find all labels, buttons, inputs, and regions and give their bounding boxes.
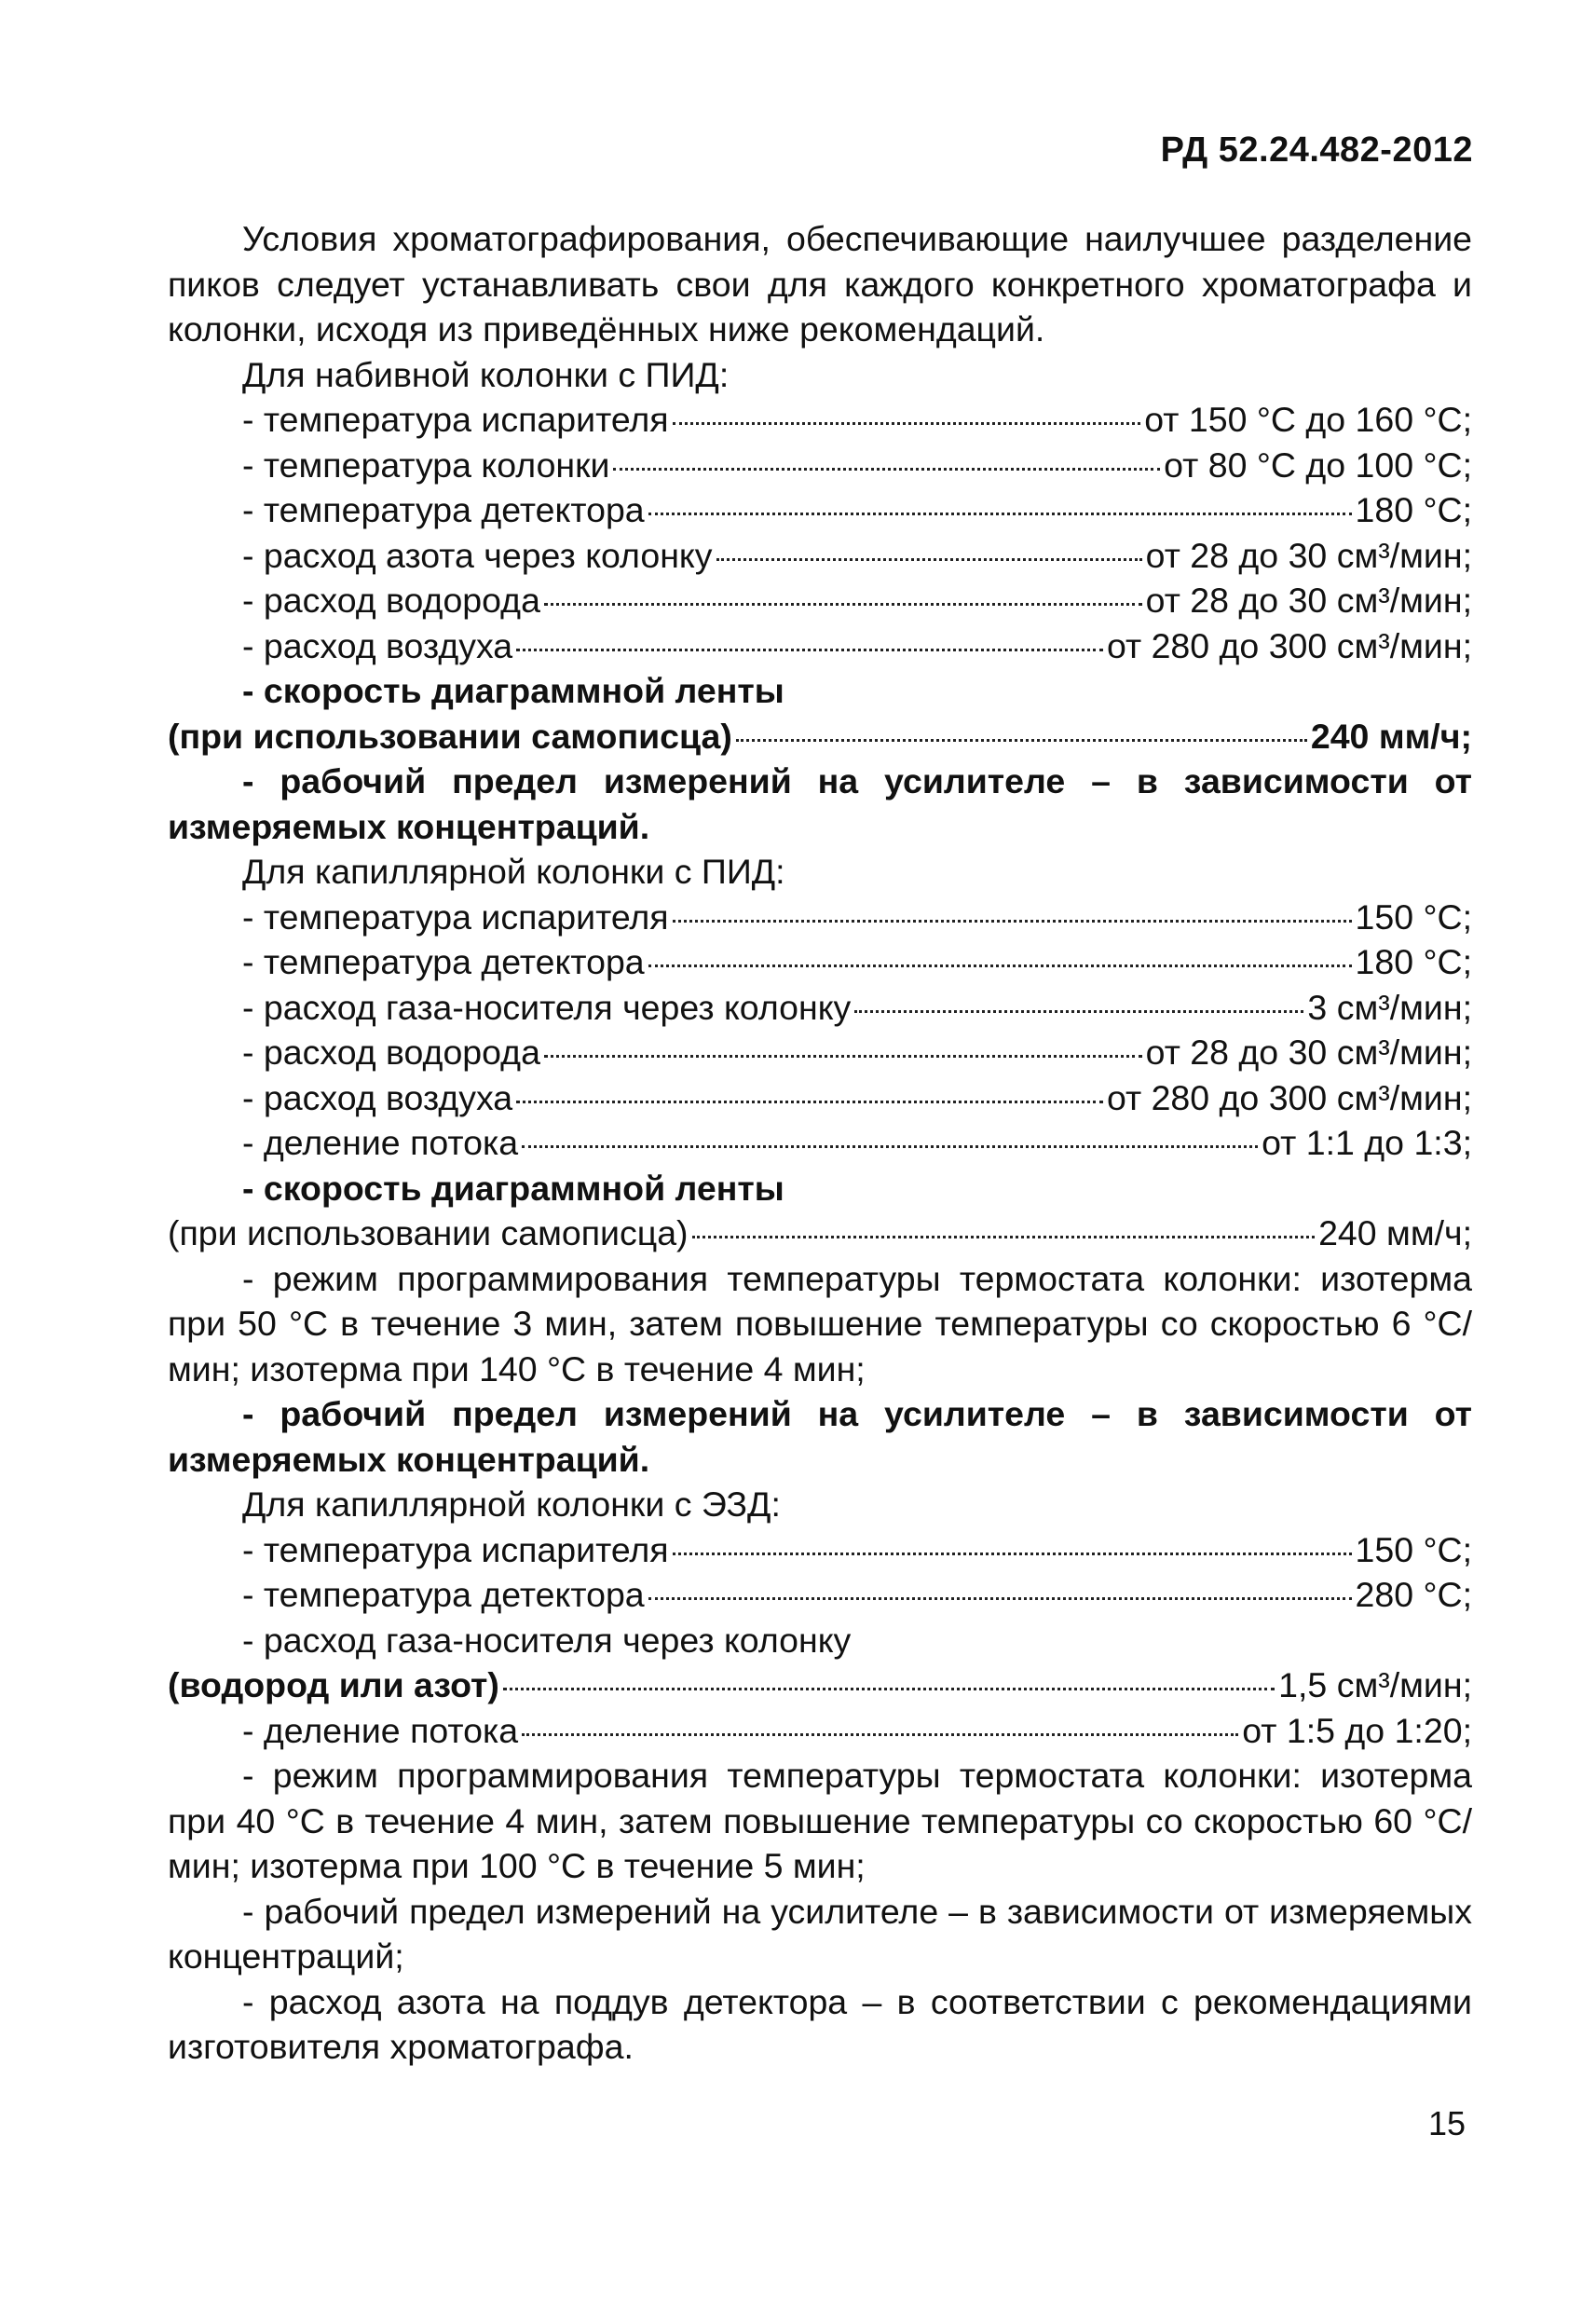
capillary-ecd-heading: Для капиллярной колонки с ЭЗД:	[242, 1484, 781, 1524]
document-body	[168, 216, 1472, 2070]
packed-tape-label: - скорость диаграммной ленты	[242, 671, 784, 710]
param-value: от 280 до 300 см³/мин;	[1106, 1077, 1472, 1117]
cap-ecd-param-row	[168, 1572, 1472, 1618]
param-label: (при использовании самописца)	[168, 1213, 689, 1252]
cap-fid-param-row	[168, 1075, 1472, 1121]
cap-fid-tape-label: - скорость диаграммной ленты	[242, 1168, 784, 1208]
cap-ecd-carrier-row	[168, 1662, 1472, 1708]
packed-param-row	[168, 533, 1472, 579]
cap-ecd-split-row	[168, 1708, 1472, 1754]
param-value: от 150 °С до 160 °С;	[1144, 400, 1472, 439]
param-label: - расход воздуха	[242, 1077, 513, 1117]
packed-param-row	[168, 578, 1472, 623]
cap-ecd-purge-paragraph: - расход азота на поддув детектора – в соответствии с рекомендациями изготовителя хроматографа.	[168, 1981, 1472, 2066]
param-value: 180 °С;	[1355, 942, 1472, 981]
param-value: от 80 °С до 100 °С;	[1164, 445, 1472, 485]
cap-fid-param-row	[168, 939, 1472, 985]
packed-param-row	[168, 443, 1472, 488]
cap-ecd-range-paragraph: - рабочий предел измерений на усилителе – в зависимости от измеряемых концентраций;	[168, 1891, 1472, 1976]
packed-column-heading: Для набивной колонки с ПИД:	[242, 354, 730, 394]
packed-param-row	[168, 487, 1472, 533]
packed-param-row	[168, 623, 1472, 669]
param-label: - деление потока	[242, 1123, 519, 1162]
param-label: - температура колонки	[242, 445, 610, 485]
cap-fid-range-paragraph: - рабочий предел измерений на усилителе – в зависимости от измеряемых концентраций.	[168, 1394, 1472, 1479]
param-value: от 28 до 30 см³/мин;	[1145, 581, 1472, 620]
packed-range-paragraph: - рабочий предел измерений на усилителе – в зависимости от измеряемых концентраций.	[168, 761, 1472, 846]
dot-leader	[854, 1010, 1303, 1013]
param-value: 150 °С;	[1355, 1529, 1472, 1569]
param-label: - расход газа-носителя через колонку	[242, 987, 852, 1027]
param-label: - температура детектора	[242, 1575, 645, 1614]
param-value: от 28 до 30 см³/мин;	[1145, 1033, 1472, 1072]
cap-ecd-program-paragraph: - режим программирования температуры термостата колонки: изотерма при 40 °С в течение 4 мин, затем повышение температуры со скоростью 60 °С/мин; изотерма при 100 °С в течение 5 мин;	[168, 1756, 1472, 1885]
param-value: 280 °С;	[1355, 1575, 1472, 1614]
param-value: 240 мм/ч;	[1310, 716, 1472, 756]
param-label: - температура детектора	[242, 942, 645, 981]
cap-fid-tape-row	[168, 1211, 1472, 1256]
param-label: - расход воздуха	[242, 625, 513, 665]
param-value: от 1:1 до 1:3;	[1262, 1123, 1472, 1162]
cap-fid-program-paragraph: - режим программирования температуры термостата колонки: изотерма при 50 °С в течение 3 мин, затем повышение температуры со скоростью 6 °С/мин; изотерма при 140 °С в течение 4 мин;	[168, 1258, 1472, 1389]
dot-leader	[544, 603, 1142, 606]
packed-param-row	[168, 397, 1472, 443]
cap-fid-param-row	[168, 895, 1472, 940]
param-label: - температура испарителя	[242, 400, 669, 439]
dot-leader	[613, 468, 1160, 471]
cap-ecd-carrier-label: - расход газа-носителя через колонку	[242, 1620, 852, 1660]
dot-leader	[648, 964, 1352, 967]
dot-leader	[673, 1553, 1352, 1555]
document-code: РД 52.24.482-2012	[1160, 130, 1473, 170]
param-label: (водород или азот)	[168, 1665, 499, 1704]
packed-tape-row	[168, 714, 1472, 759]
dot-leader	[522, 1145, 1258, 1148]
param-label: - деление потока	[242, 1710, 519, 1750]
param-label: - температура испарителя	[242, 1529, 669, 1569]
intro-paragraph: Условия хроматографирования, обеспечивающие наилучшее разделение пиков следует устанавливать свои для каждого конкретного хроматографа и колонки, исходя из приведённых ниже рекомендаций.	[168, 219, 1472, 349]
dot-leader	[522, 1733, 1238, 1736]
dot-leader	[692, 1236, 1316, 1238]
page-number: 15	[1427, 2104, 1466, 2142]
cap-fid-param-row	[168, 1030, 1472, 1075]
param-value: 180 °С;	[1355, 490, 1472, 529]
cap-ecd-param-row	[168, 1527, 1472, 1573]
dot-leader	[544, 1055, 1142, 1058]
dot-leader	[673, 422, 1141, 425]
dot-leader	[648, 513, 1352, 515]
param-label: - расход водорода	[242, 581, 540, 620]
param-value: 150 °С;	[1355, 896, 1472, 937]
dot-leader	[648, 1597, 1352, 1600]
param-value: 3 см³/мин;	[1307, 987, 1472, 1027]
param-value: от 28 до 30 см³/мин;	[1145, 535, 1472, 575]
param-label: (при использовании самописца)	[168, 716, 732, 756]
dot-leader	[516, 649, 1103, 651]
cap-fid-param-row	[168, 985, 1472, 1031]
dot-leader	[673, 920, 1352, 923]
param-label: - расход водорода	[242, 1033, 540, 1072]
cap-fid-param-row	[168, 1120, 1472, 1166]
capillary-fid-heading: Для капиллярной колонки с ПИД:	[242, 852, 785, 891]
dot-leader	[503, 1688, 1275, 1690]
param-value: 240 мм/ч;	[1318, 1213, 1472, 1252]
param-value: от 280 до 300 см³/мин;	[1106, 625, 1472, 665]
param-value: 1,5 см³/мин;	[1278, 1665, 1472, 1704]
param-label: - температура испарителя	[242, 896, 669, 937]
dot-leader	[716, 558, 1142, 561]
dot-leader	[736, 739, 1307, 742]
param-label: - температура детектора	[242, 490, 645, 529]
param-value: от 1:5 до 1:20;	[1242, 1710, 1472, 1750]
param-label: - расход азота через колонку	[242, 535, 713, 575]
dot-leader	[516, 1101, 1103, 1103]
